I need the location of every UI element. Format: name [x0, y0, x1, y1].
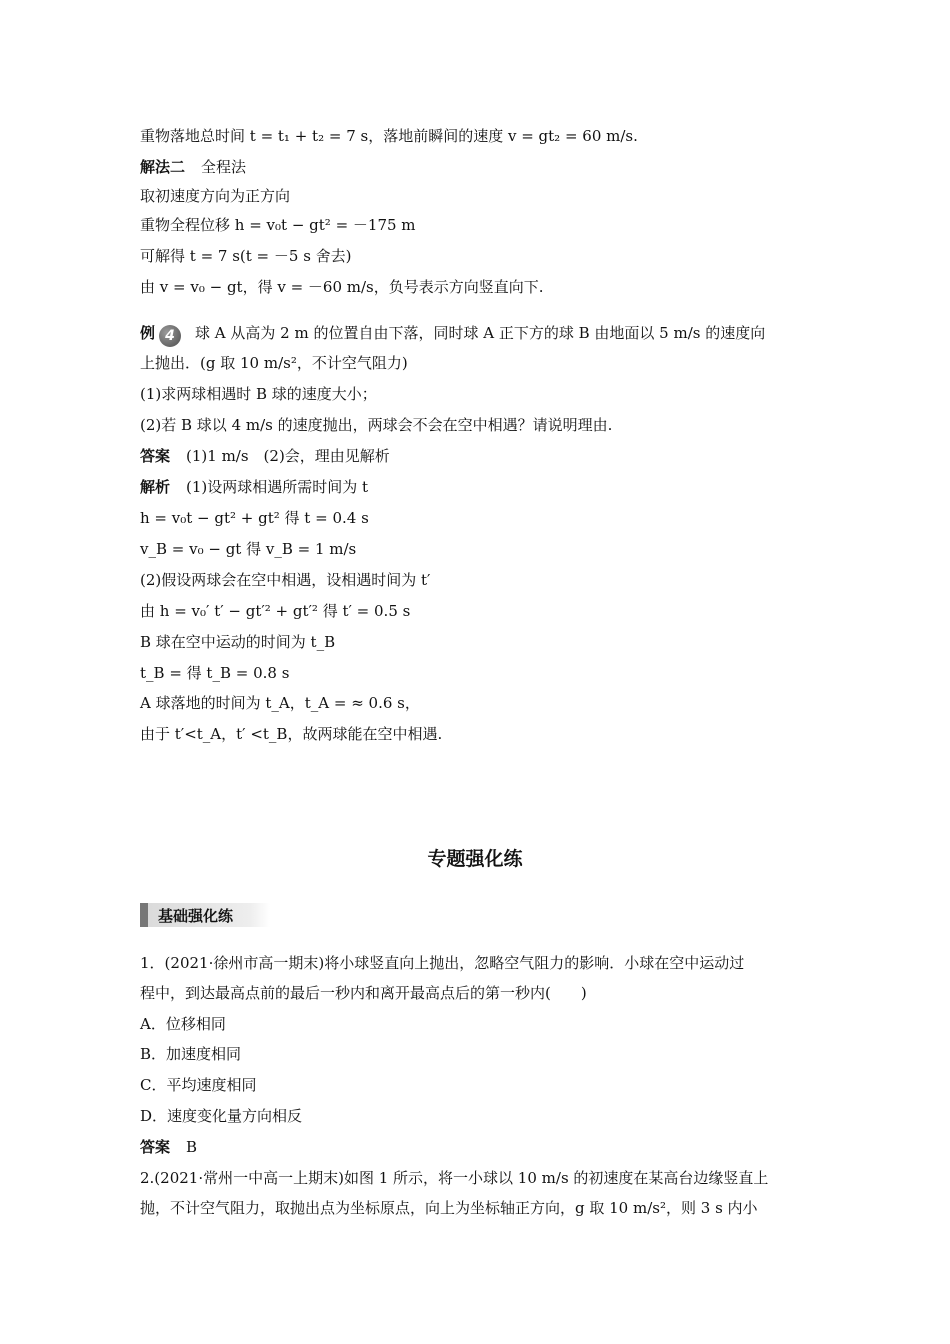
example-text-1: 球 A 从高为 2 m 的位置自由下落，同时球 A 正下方的球 B 由地面以 5 m/s 的速度向: [195, 324, 766, 342]
line-velocity: 由 v = v₀ − gt，得 v = －60 m/s，负号表示方向竖直向下.: [140, 278, 544, 296]
problem-1-option-b: B．加速度相同: [140, 1045, 242, 1063]
problem-1-answer-label: 答案: [140, 1138, 171, 1156]
question-1: (1)求两球相遇时 B 球的速度大小；: [140, 385, 377, 403]
answer-label: 答案: [140, 447, 171, 465]
subheading-text: 基础强化练: [158, 907, 234, 925]
line-total-time: 重物落地总时间 t = t₁ + t₂ = 7 s，落地前瞬间的速度 v = gt₂ = 60 m/s.: [140, 127, 638, 145]
problem-1-line2: 程中，到达最高点前的最后一秒内和离开最高点后的第一秒内( ): [140, 984, 587, 1002]
line-direction: 取初速度方向为正方向: [140, 187, 291, 205]
method-two-text: 全程法: [201, 158, 247, 176]
answer-text: (1)1 m/s (2)会，理由见解析: [186, 447, 390, 465]
line-displacement: 重物全程位移 h = v₀t − gt² = －175 m: [140, 216, 416, 234]
solution-step-6: t_B = 得 t_B = 0.8 s: [140, 664, 290, 682]
problem-1-option-c: C．平均速度相同: [140, 1076, 257, 1094]
section-title: 专题强化练: [427, 848, 523, 870]
solution-step-7: A 球落地的时间为 t_A，t_A = ≈ 0.6 s，: [140, 694, 420, 712]
problem-2-line2: 抛，不计空气阻力，取抛出点为坐标原点，向上为坐标轴正方向，g 取 10 m/s²，则 3 s 内小: [140, 1199, 758, 1217]
solution-step-2: v_B = v₀ − gt 得 v_B = 1 m/s: [140, 540, 357, 558]
solution-step-4: 由 h = v₀′ t′ − gt′² + gt′² 得 t′ = 0.5 s: [140, 602, 411, 620]
problem-1-answer-value: B: [186, 1138, 198, 1156]
analysis-label: 解析: [140, 478, 171, 496]
problem-2-line1: 2.(2021·常州一中高一上期末)如图 1 所示，将一小球以 10 m/s 的初速度在某高台边缘竖直上: [140, 1169, 769, 1187]
example-number-badge: 4: [159, 325, 181, 347]
analysis-text: (1)设两球相遇所需时间为 t: [186, 478, 369, 496]
subheading-banner: [140, 903, 270, 927]
example-4-line1: [140, 323, 765, 347]
solution-step-8: 由于 t′<t_A，t′ <t_B，故两球能在空中相遇.: [140, 725, 443, 743]
problem-1-line1: 1．(2021·徐州市高一期末)将小球竖直向上抛出，忽略空气阻力的影响．小球在空中运动过: [140, 954, 745, 972]
subheading-accent-bar: [140, 903, 148, 927]
method-two-label: 解法二: [140, 158, 186, 176]
analysis-line: [140, 477, 368, 497]
solution-step-1: h = v₀t − gt² + gt² 得 t = 0.4 s: [140, 509, 369, 527]
answer-line: [140, 446, 390, 466]
line-solve-t: 可解得 t = 7 s(t = －5 s 舍去): [140, 247, 352, 265]
example-label: 例: [140, 324, 156, 342]
problem-1-option-d: D．速度变化量方向相反: [140, 1107, 303, 1125]
solution-step-3: (2)假设两球会在空中相遇，设相遇时间为 t′: [140, 571, 431, 589]
problem-1-option-a: A．位移相同: [140, 1015, 226, 1033]
example-4-line2: 上抛出．(g 取 10 m/s²，不计空气阻力): [140, 354, 408, 372]
solution-step-5: B 球在空中运动的时间为 t_B: [140, 633, 336, 651]
question-2: (2)若 B 球以 4 m/s 的速度抛出，两球会不会在空中相遇？请说明理由.: [140, 416, 613, 434]
line-method-two: [140, 157, 246, 177]
problem-1-answer: [140, 1137, 197, 1157]
